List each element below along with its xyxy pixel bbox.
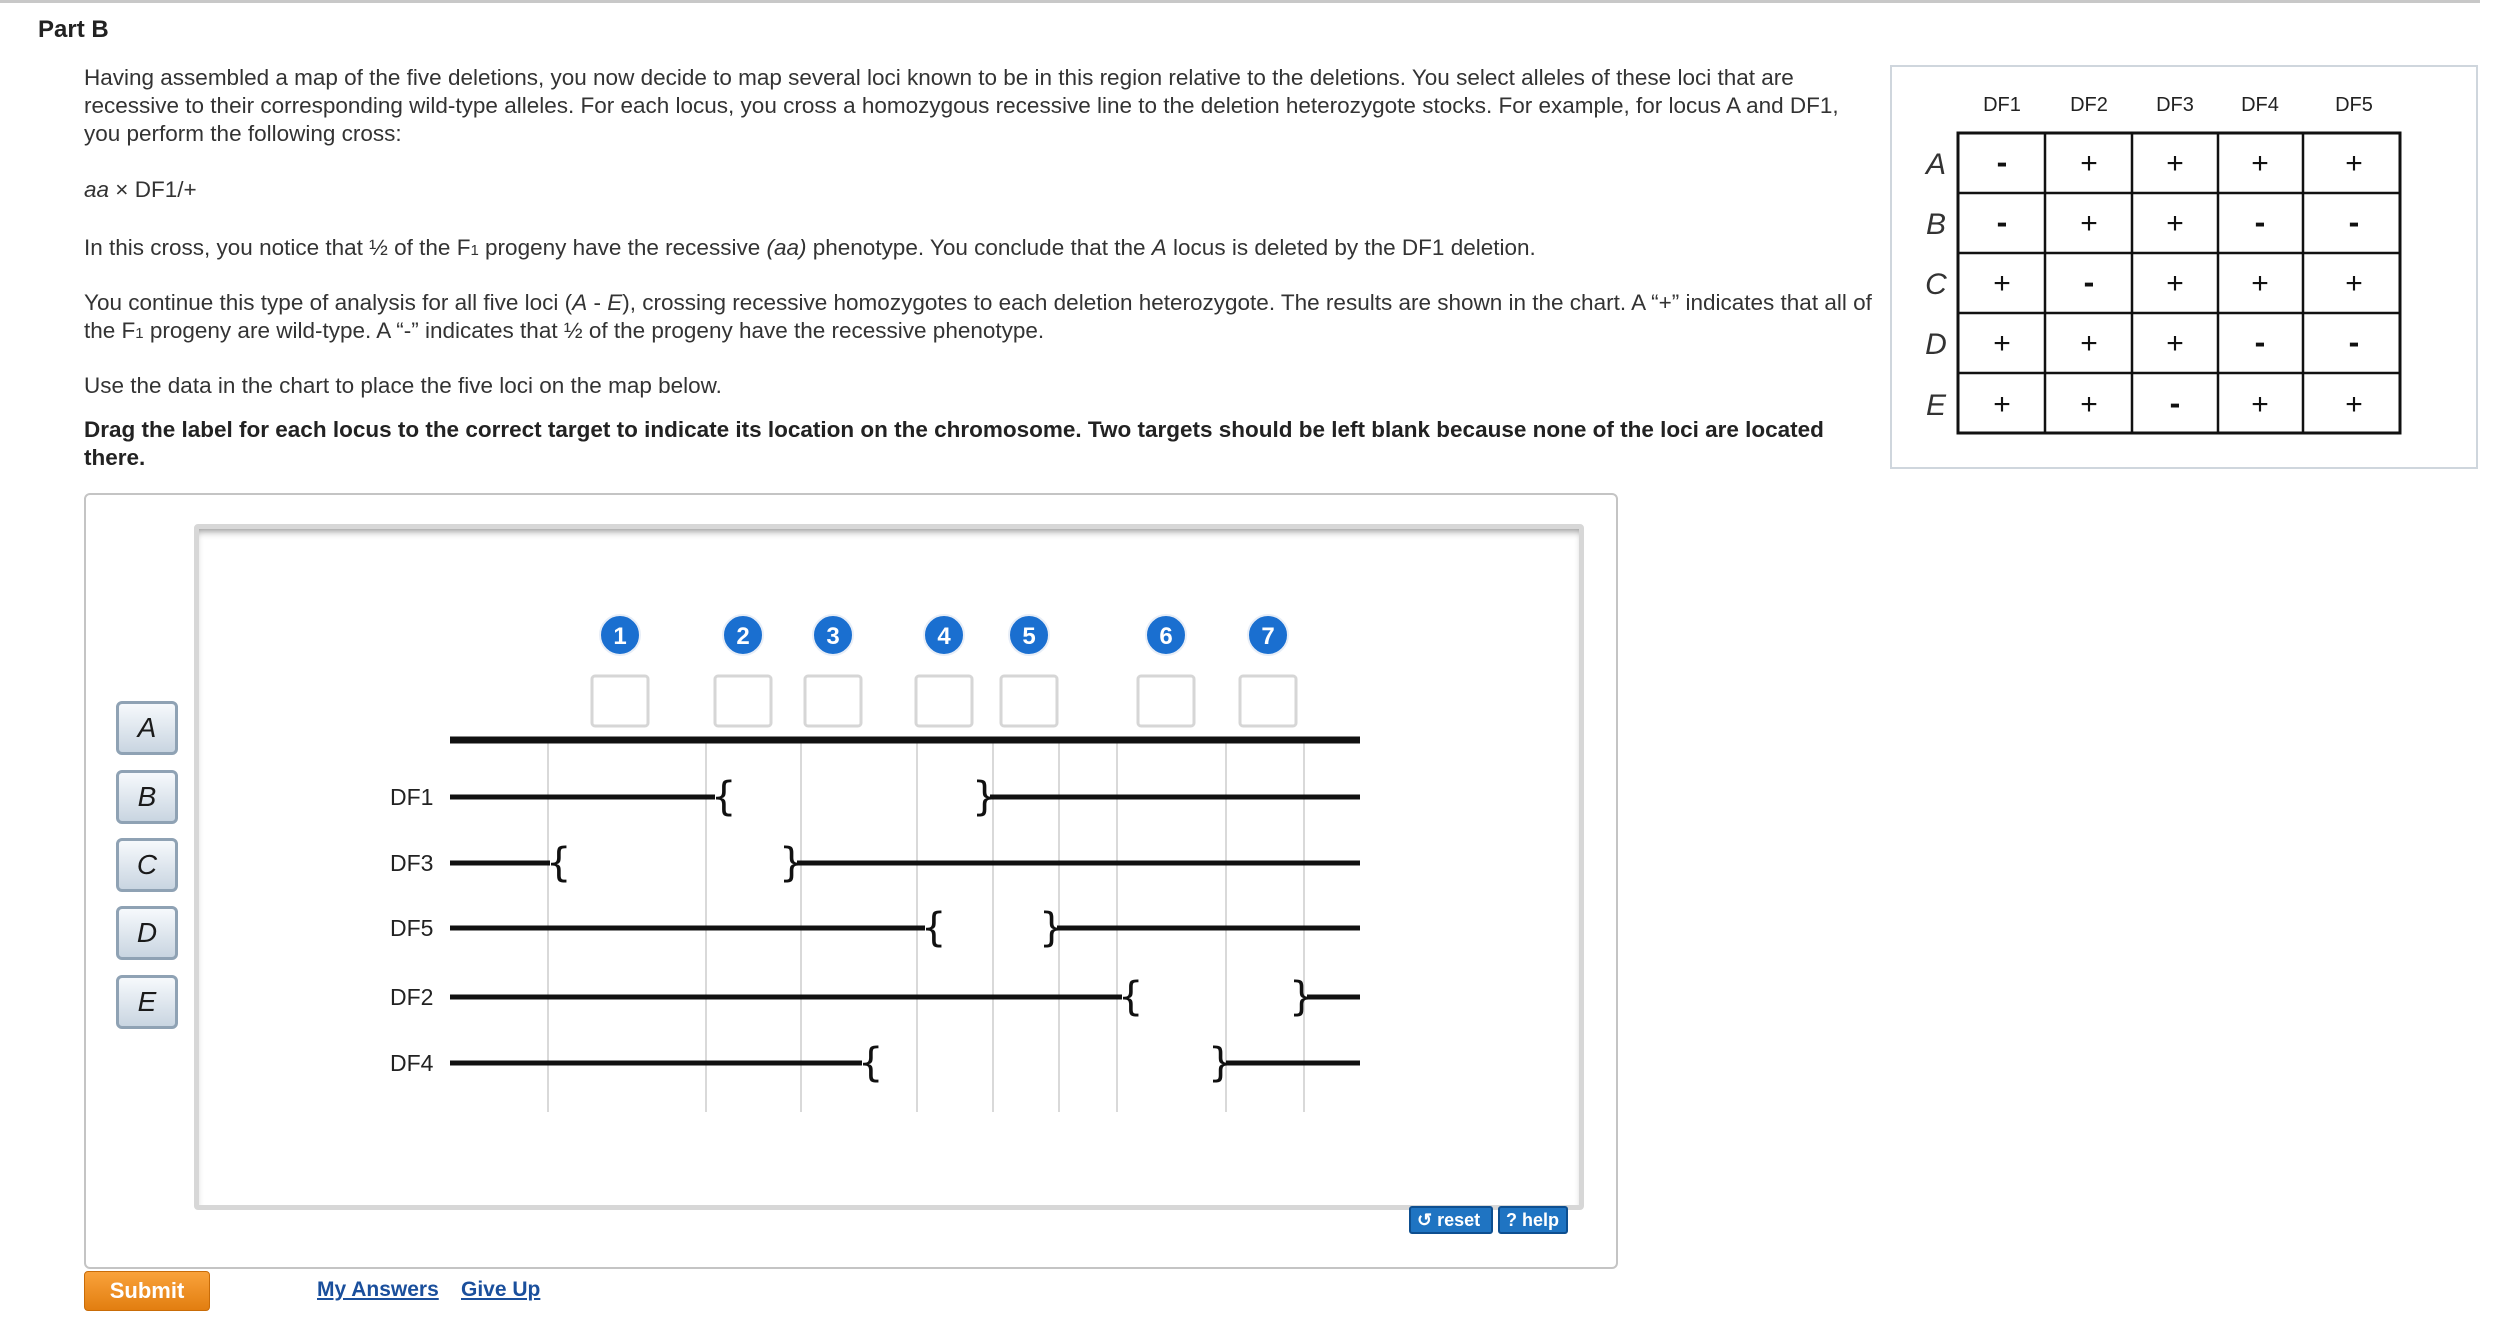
deletion-right-bracket: } (779, 840, 805, 886)
intro-paragraph: Having assembled a map of the five deletions, you now decide to map several loci known to be in this region relative to the deletions. You select alleles of these loci that are recessive to their corresponding wild-type alleles. For each locus, you cross a homozygous recessive line to the deletion heterozygote stocks. For example, for locus A and DF1, you perform the following cross: (84, 65, 1839, 146)
chart-column-header: DF5 (2335, 94, 2373, 116)
locus-label-b[interactable]: B (116, 770, 178, 824)
continue-text-1: You continue this type of analysis for all five loci ( (84, 290, 573, 315)
chart-cell-value: + (2080, 147, 2098, 180)
submit-button[interactable]: Submit (84, 1271, 210, 1311)
chart-cell-value: + (2345, 267, 2363, 300)
results-chart (1890, 65, 2478, 469)
help-label: help (1522, 1209, 1560, 1230)
drop-target-box[interactable] (805, 676, 861, 726)
chart-cell-value: + (2080, 388, 2098, 421)
drop-target-box[interactable] (715, 676, 771, 726)
cross-times: × (115, 177, 129, 202)
observation-text-2: progeny have the recessive (478, 235, 767, 260)
chart-row-locus: A (1925, 148, 1947, 181)
cross-genotype: aa (84, 177, 110, 202)
target-number: 2 (736, 623, 750, 650)
drag-instructions: Drag the label for each locus to the correct target to indicate its location on the chromosome. Two targets should be left blank because none of the loci are located there. (84, 417, 1824, 470)
drop-target-box[interactable] (1138, 676, 1194, 726)
observation-text-1: In this cross, you notice that ½ of the F (84, 235, 471, 260)
deletion-right-bracket: } (972, 774, 998, 820)
continue-locus-a: A (572, 290, 588, 315)
target-number: 3 (826, 623, 840, 650)
deletion-label: DF4 (390, 1050, 434, 1076)
chart-column-header: DF2 (2070, 94, 2108, 116)
use-data-text: Use the data in the chart to place the five loci on the map below. (84, 373, 722, 398)
chart-cell-value: - (1996, 204, 2008, 240)
deletion-left-bracket: { (546, 840, 572, 886)
drop-target-box[interactable] (1240, 676, 1296, 726)
chart-row-locus: E (1925, 389, 1947, 422)
chart-cell-value: - (2254, 324, 2266, 360)
chart-cell-value: + (2166, 147, 2184, 180)
deletion-right-bracket: } (1208, 1040, 1234, 1086)
my-answers-link[interactable]: My Answers (317, 1278, 439, 1301)
deletion-left-bracket: { (711, 774, 737, 820)
cross-stock: DF1/+ (134, 177, 197, 202)
help-button[interactable] (1498, 1206, 1568, 1234)
deletion-label: DF3 (390, 850, 434, 876)
top-divider (0, 0, 2480, 3)
target-number: 7 (1261, 623, 1275, 650)
results-chart-svg (1892, 67, 2476, 467)
deletion-left-bracket: { (1118, 974, 1144, 1020)
drop-target-box[interactable] (1001, 676, 1057, 726)
chart-row-locus: B (1925, 208, 1947, 241)
chart-column-header: DF4 (2241, 94, 2279, 116)
continue-paragraph (84, 289, 1874, 348)
chart-cell-value: - (1996, 144, 2008, 180)
target-number: 4 (937, 623, 951, 650)
chart-cell-value: - (2348, 204, 2360, 240)
chart-cell-value: + (2251, 267, 2269, 300)
chart-cell-value: - (2348, 324, 2360, 360)
continue-text-3: progeny are wild-type. A “-” indicates that ½ of the progeny have the recessive phenotype. (143, 318, 1045, 343)
deletion-label: DF5 (390, 915, 434, 941)
observation-paragraph (84, 234, 1874, 265)
chart-row-locus: D (1925, 328, 1947, 361)
chart-cell-value: - (2254, 204, 2266, 240)
chart-cell-value: + (2251, 388, 2269, 421)
chart-cell-value: + (1993, 388, 2011, 421)
observation-locus: A (1151, 235, 1167, 260)
continue-text-2: ), crossing recessive homozygotes to each deletion heterozygote. The results are shown in the chart. A “+” indicates that all of the F (84, 290, 1872, 343)
f-subscript: 1 (470, 242, 479, 259)
target-number: 5 (1022, 623, 1036, 650)
chart-column-header: DF1 (1983, 94, 2021, 116)
give-up-link[interactable]: Give Up (461, 1278, 541, 1301)
observation-text-3: phenotype. You conclude that the (806, 235, 1152, 260)
deletion-right-bracket: } (1289, 974, 1315, 1020)
f-subscript: 1 (135, 325, 144, 342)
drop-target-box[interactable] (592, 676, 648, 726)
observation-phenotype: (aa) (766, 235, 807, 260)
deletion-left-bracket: { (858, 1040, 884, 1086)
chart-row-locus: C (1925, 268, 1947, 301)
cross-line (84, 176, 1874, 204)
chart-cell-value: + (1993, 267, 2011, 300)
map-panel (194, 524, 1584, 1210)
target-number: 6 (1159, 623, 1173, 650)
chart-cell-value: + (2166, 207, 2184, 240)
chart-cell-value: + (2345, 147, 2363, 180)
chart-cell-value: + (2080, 207, 2098, 240)
locus-label-a[interactable]: A (116, 701, 178, 755)
chart-cell-value: - (2169, 385, 2181, 421)
chart-cell-value: + (1993, 327, 2011, 360)
reset-button[interactable] (1409, 1206, 1493, 1234)
target-number: 1 (613, 623, 627, 650)
reset-label: reset (1437, 1209, 1481, 1230)
chart-cell-value: + (2166, 267, 2184, 300)
continue-dash: - (587, 290, 608, 315)
chart-cell-value: + (2080, 327, 2098, 360)
part-title: Part B (38, 16, 109, 43)
help-icon: ? (1506, 1209, 1517, 1230)
chart-cell-value: + (2345, 388, 2363, 421)
locus-label-d[interactable]: D (116, 906, 178, 960)
chromosome-map (199, 529, 1579, 1205)
observation-text-4: locus is deleted by the DF1 deletion. (1166, 235, 1536, 260)
chart-cell-value: - (2083, 264, 2095, 300)
locus-label-e[interactable]: E (116, 975, 178, 1029)
reset-icon: ↺ (1417, 1209, 1433, 1230)
locus-label-c[interactable]: C (116, 838, 178, 892)
deletion-right-bracket: } (1039, 905, 1065, 951)
chart-cell-value: + (2166, 327, 2184, 360)
deletion-label: DF1 (390, 784, 434, 810)
drop-target-box[interactable] (916, 676, 972, 726)
chart-cell-value: + (2251, 147, 2269, 180)
deletion-label: DF2 (390, 984, 434, 1010)
continue-locus-e: E (607, 290, 623, 315)
chart-column-header: DF3 (2156, 94, 2194, 116)
deletion-left-bracket: { (921, 905, 947, 951)
